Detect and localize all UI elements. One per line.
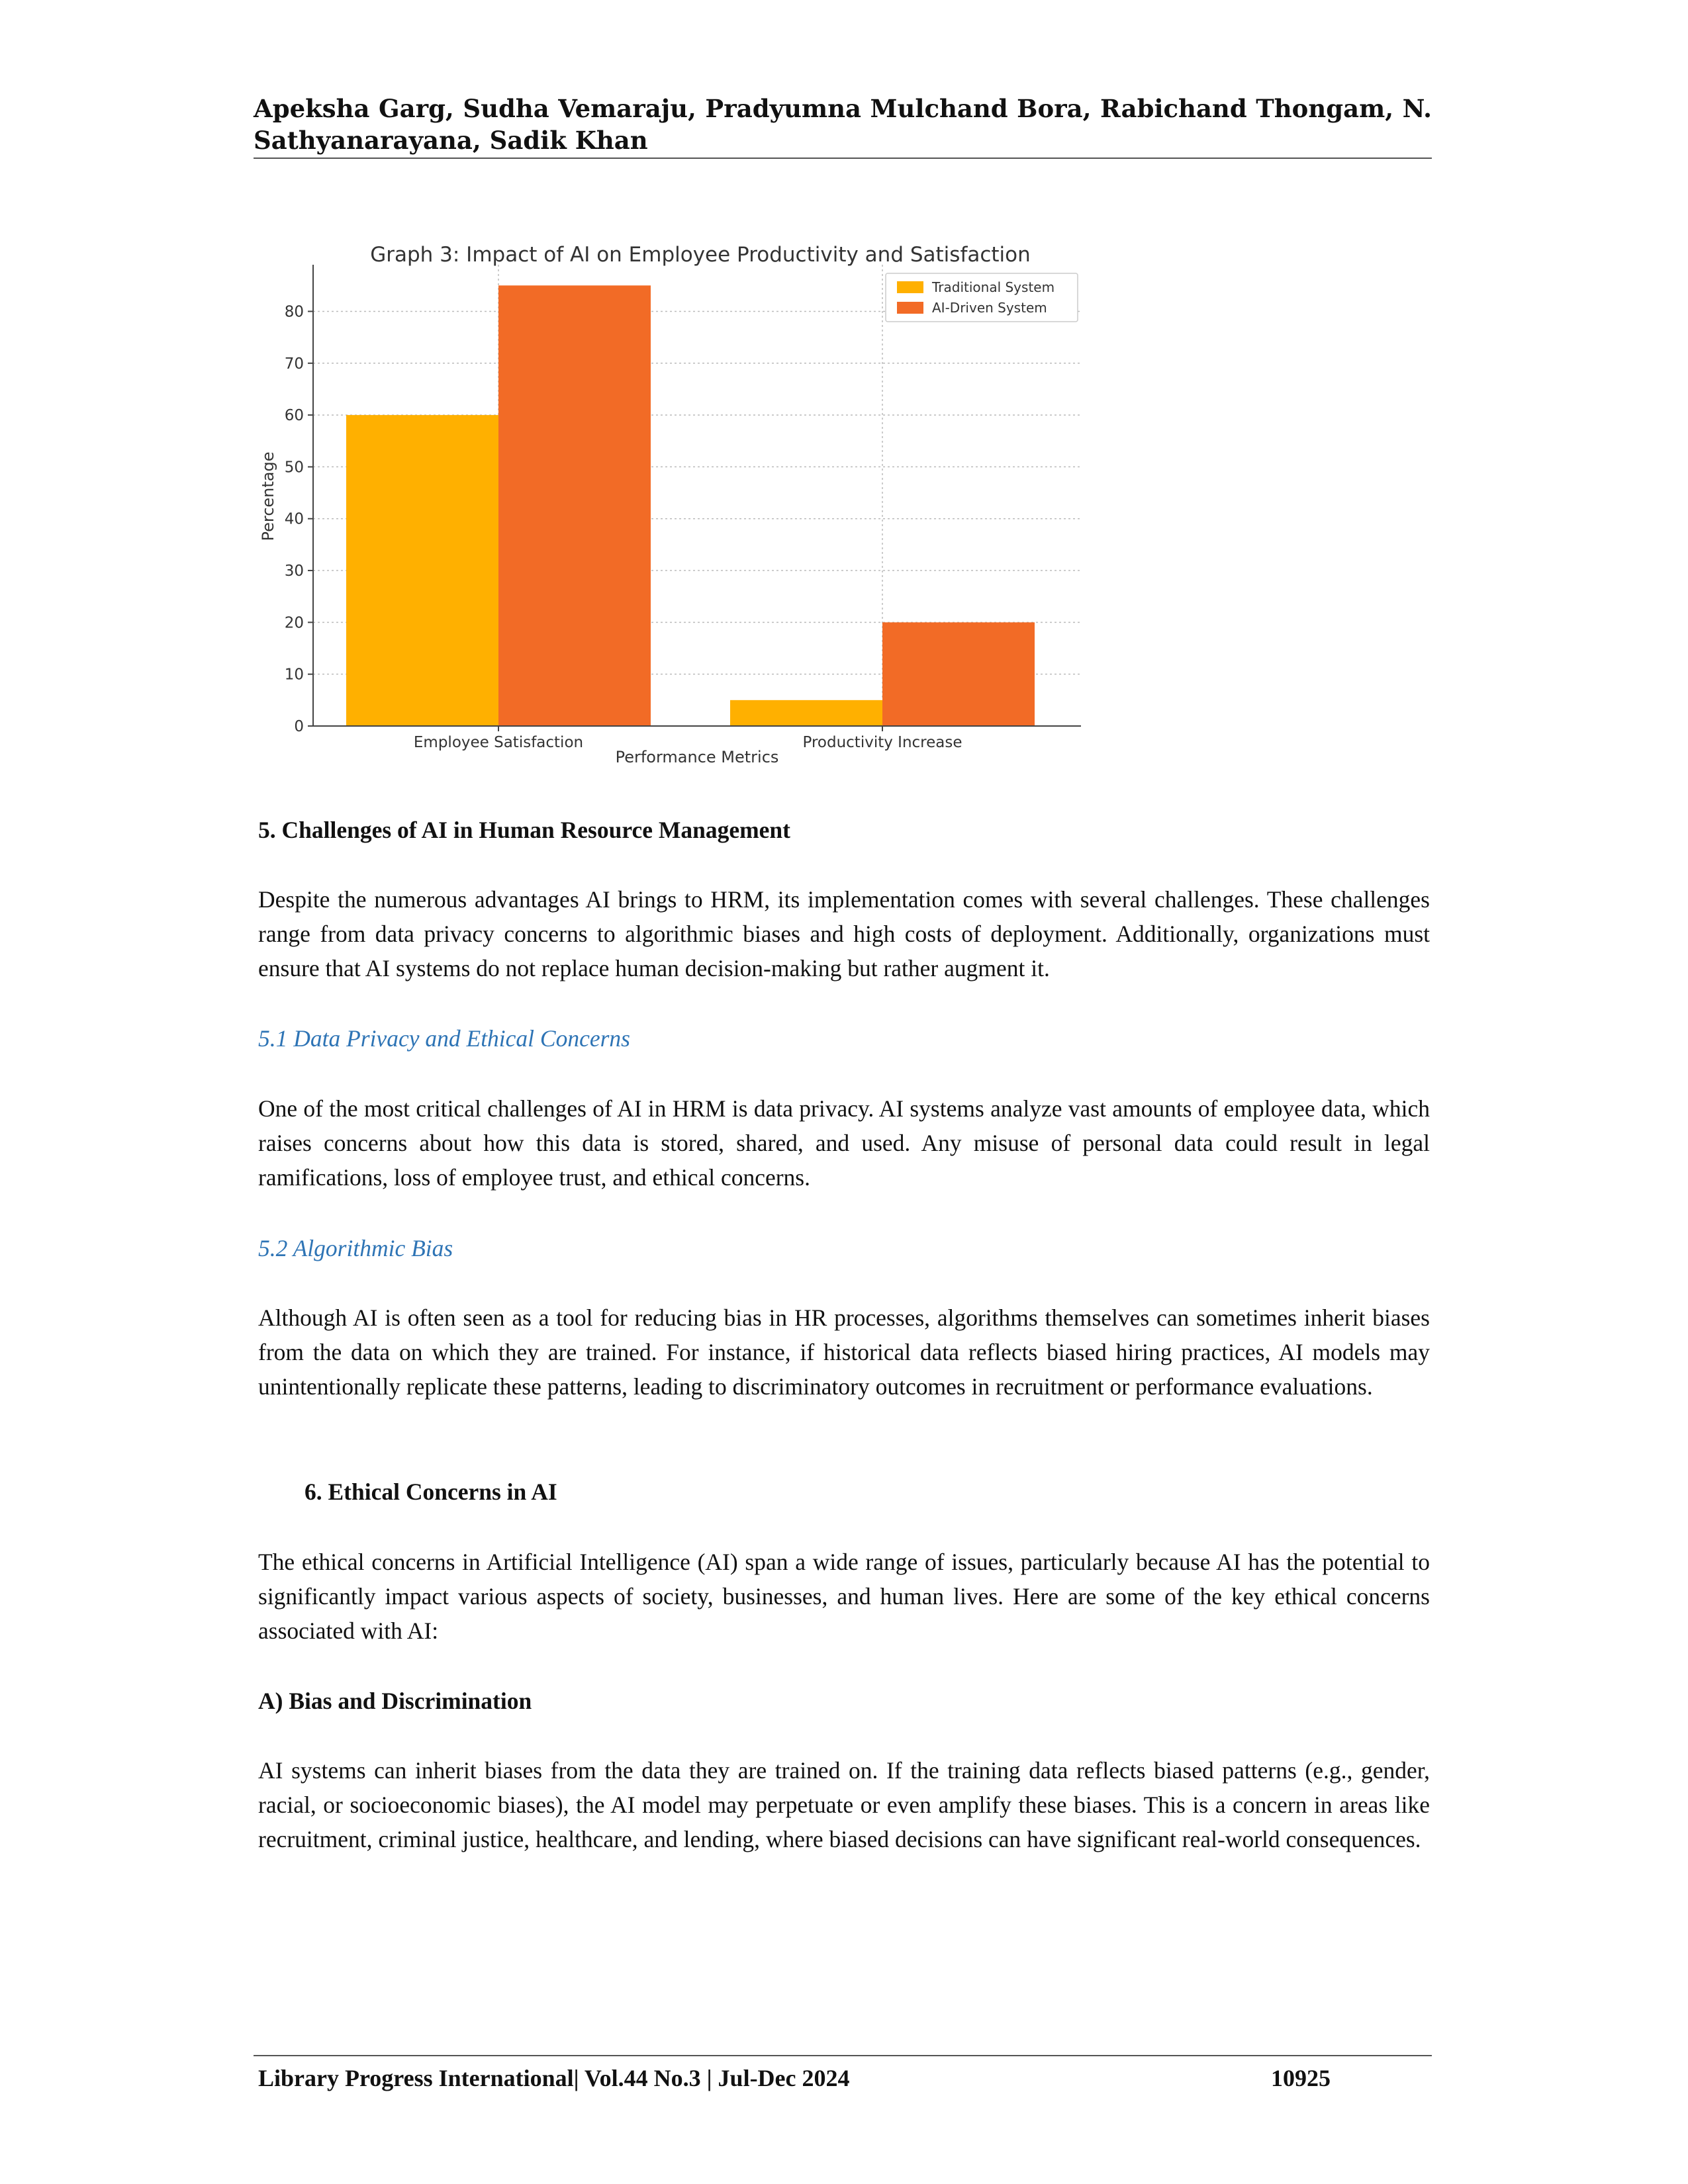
section-heading: 5. Challenges of AI in Human Resource Management [258,817,791,843]
bar-ai-driven-system-0 [498,285,651,726]
bar-traditional-system-1 [730,700,882,726]
section-5-body [258,882,1430,985]
section-5-1 [258,1021,1430,1056]
bar-chart [254,228,1098,778]
y-tick-label: 20 [284,614,304,632]
y-axis-label: Percentage [259,451,277,541]
section-5-1-body [258,1091,1430,1195]
y-tick-label: 40 [284,510,304,528]
y-tick-label: 70 [284,355,304,373]
x-tick-label: Productivity Increase [802,734,962,751]
y-tick-label: 10 [284,666,304,684]
y-tick-label: 60 [284,407,304,425]
x-axis-label: Performance Metrics [615,748,779,766]
y-tick-label: 0 [294,718,304,735]
paragraph: Despite the numerous advantages AI brings to HRM, its implementation comes with several challenges. These challenges range from data privacy concerns to algorithmic biases and high costs of deployment. Additionally, organizations must ensure that AI systems do not replace human decision-making but rather augment it. [258,886,1430,981]
subsection-heading: 5.1 Data Privacy and Ethical Concerns [258,1025,630,1052]
legend-swatch-ai-driven [897,302,923,314]
footer-rule [254,2055,1432,2056]
section-6 [305,1475,1476,1509]
legend-swatch-traditional [897,281,923,293]
paragraph: One of the most critical challenges of AI in HRM is data privacy. AI systems analyze vast amounts of employee data, which raises concerns about how this data is stored, shared, and used. Any misuse of personal data could result in legal ramifications, loss of employee trust, and ethical concerns. [258,1095,1430,1191]
section-a-body [258,1753,1430,1856]
page-number: 10925 [1271,2065,1331,2091]
section-6-body [258,1545,1430,1648]
legend [886,273,1078,322]
bars [346,285,1035,726]
bar-traditional-system-0 [346,415,498,726]
section-heading: 6. Ethical Concerns in AI [305,1479,557,1505]
paragraph: AI systems can inherit biases from the data they are trained on. If the training data reflects biased patterns (e.g., gender, racial, or socioeconomic biases), the AI model may perpetuate or even amplify these biases. This is a concern in areas like recruitment, criminal justice, healthcare, and lending, where biased decisions can have significant real-world consequences. [258,1757,1430,1852]
running-header-authors: Apeksha Garg, Sudha Vemaraju, Pradyumna Mulchand Bora, Rabichand Thongam, N. Sathyanarayana, Sadik Khan [254,94,1432,155]
section-5 [258,813,1430,847]
header-rule [254,158,1432,159]
legend-label-ai-driven: AI-Driven System [932,300,1047,316]
y-tick-label: 80 [284,303,304,321]
graph-3-figure [254,228,1098,778]
paragraph: Although AI is often seen as a tool for reducing bias in HR processes, algorithms themselves can sometimes inherit biases from the data on which they are trained. For instance, if historical data reflects biased hiring practices, AI models may unintentionally replicate these patterns, leading to discriminatory outcomes in recruitment or performance evaluations. [258,1304,1430,1400]
paragraph: The ethical concerns in Artificial Intelligence (AI) span a wide range of issues, particularly because AI has the potential to significantly impact various aspects of society, businesses, and human lives. Here are some of the key ethical concerns associated with AI: [258,1549,1430,1644]
subsection-heading: 5.2 Algorithmic Bias [258,1235,453,1261]
journal-info: Library Progress International| Vol.44 No.3 | Jul-Dec 2024 [258,2065,850,2091]
footer [258,2062,1436,2094]
section-a [258,1684,1430,1718]
section-heading: A) Bias and Discrimination [258,1688,532,1714]
y-tick-label: 30 [284,563,304,580]
chart-title: Graph 3: Impact of AI on Employee Productivity and Satisfaction [370,243,1031,267]
y-ticks [285,303,313,735]
y-tick-label: 50 [284,459,304,477]
section-5-2 [258,1231,1430,1265]
section-5-2-body [258,1300,1430,1404]
legend-label-traditional: Traditional System [932,279,1055,295]
bar-ai-driven-system-1 [882,622,1035,726]
x-tick-label: Employee Satisfaction [413,734,584,751]
